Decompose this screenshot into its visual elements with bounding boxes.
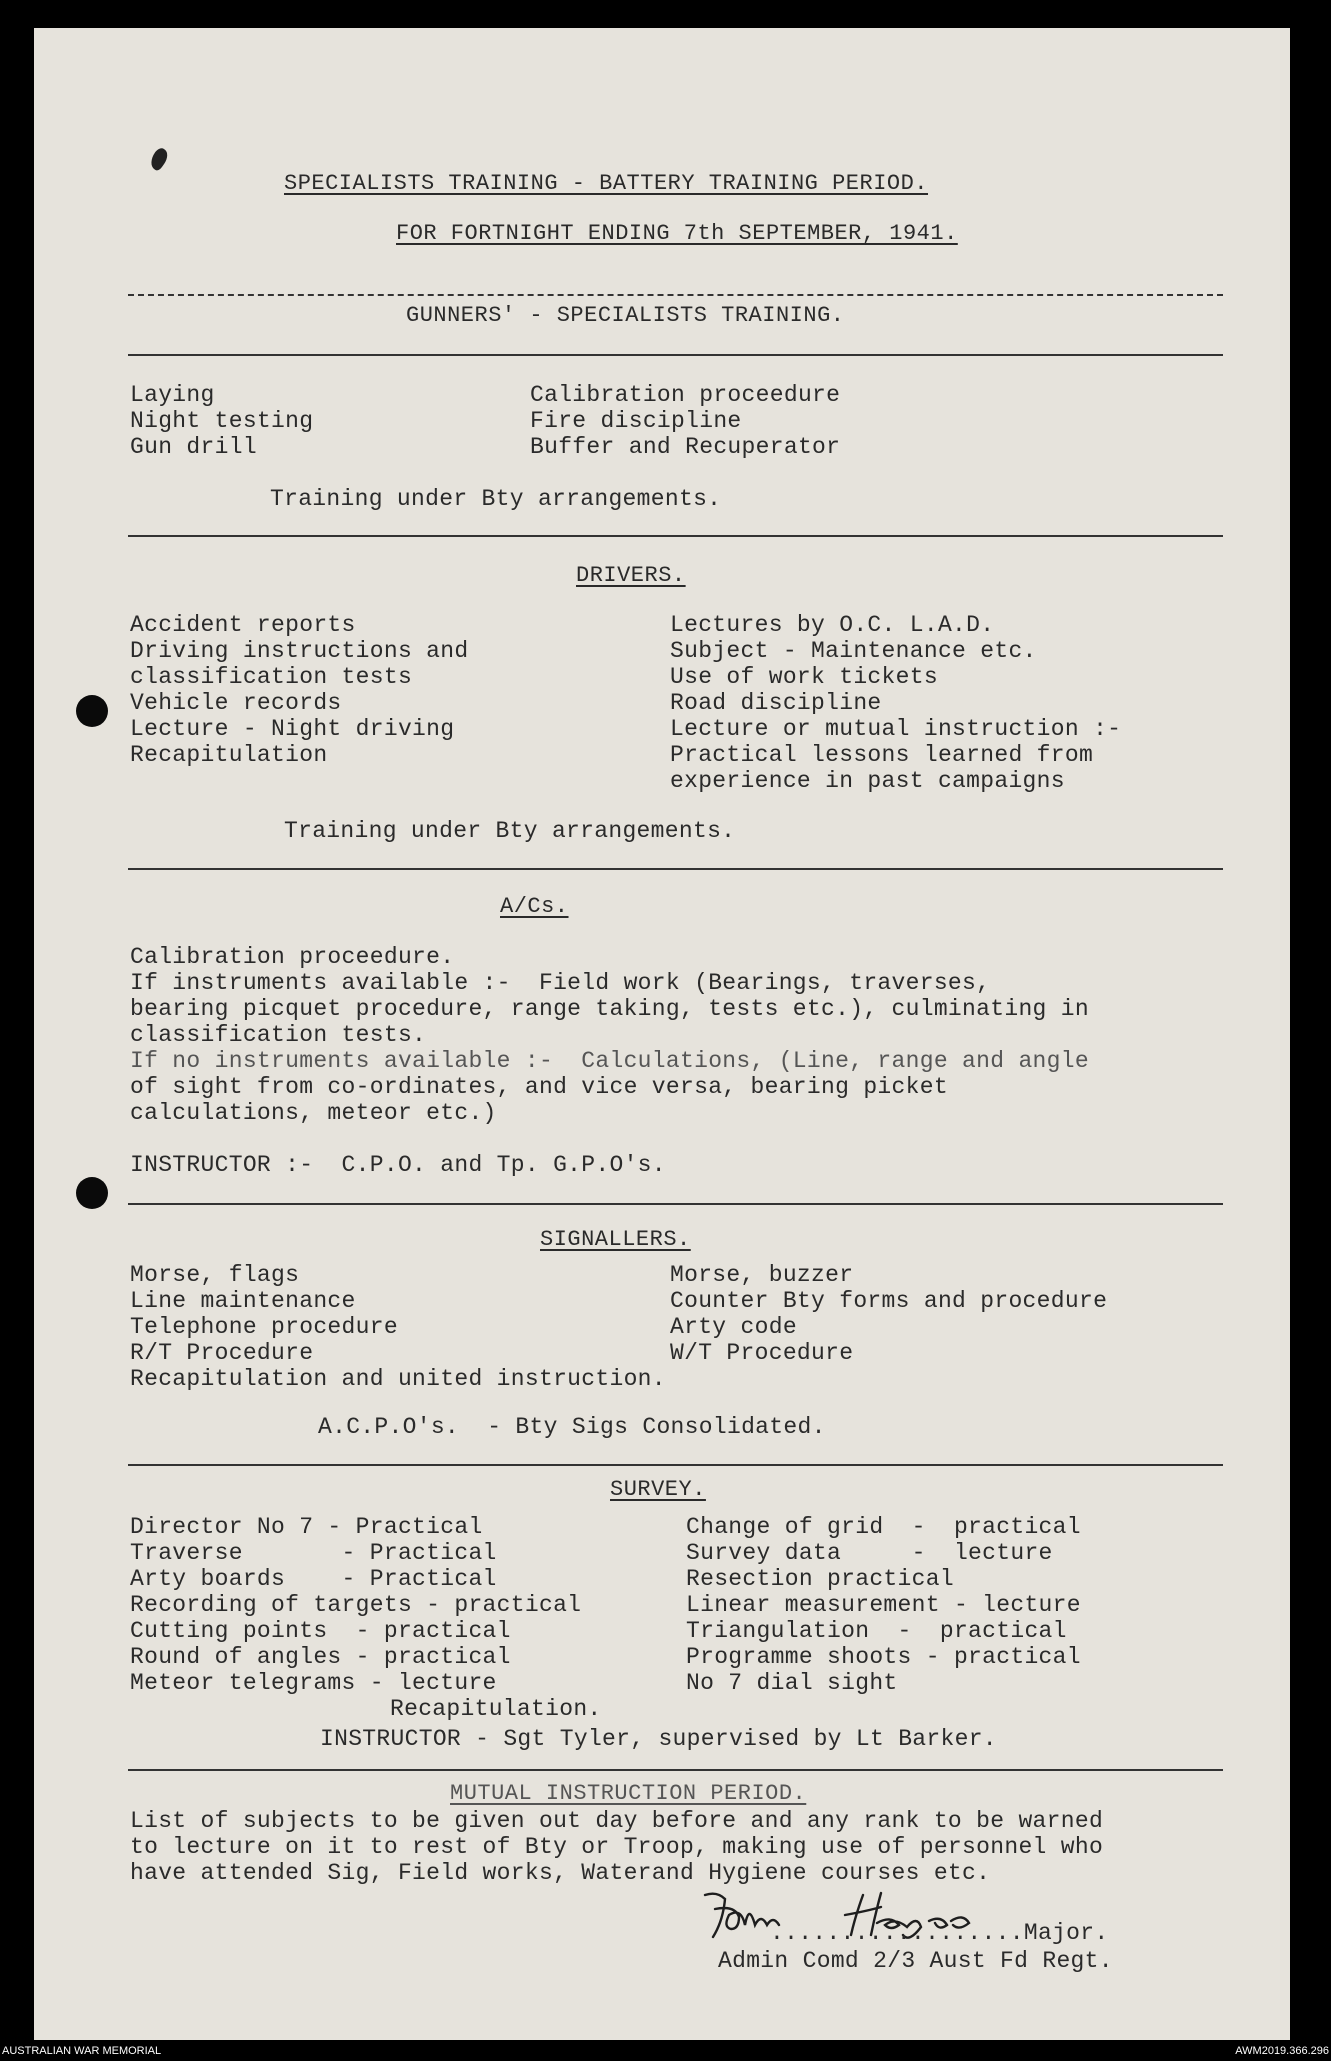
drivers-left-item: Vehicle records [130,690,342,716]
acs-line: bearing picquet procedure, range taking, tests etc.), culminating in [130,996,1089,1022]
survey-right-item: Triangulation - practical [686,1618,1067,1644]
drivers-right-item: Use of work tickets [670,664,938,690]
divider [128,294,1223,296]
signallers-note: A.C.P.O's. - Bty Sigs Consolidated. [318,1414,826,1440]
signatory-title: Admin Comd 2/3 Aust Fd Regt. [718,1948,1113,1974]
acs-line: If instruments available :- Field work (Bearings, traverses, [130,970,991,996]
section-heading-drivers: DRIVERS. [576,563,686,588]
survey-left-item: Meteor telegrams - lecture [130,1670,497,1696]
survey-left-item: Recording of targets - practical [130,1592,582,1618]
gunners-left-item: Laying [130,382,215,408]
signallers-extra: Recapitulation and united instruction. [130,1366,666,1392]
signallers-left-item: Line maintenance [130,1288,356,1314]
divider [128,354,1223,356]
divider [128,1464,1223,1466]
section-heading-acs: A/Cs. [500,894,569,919]
survey-right-item: Change of grid - practical [686,1514,1081,1540]
drivers-right-item: Practical lessons learned from [670,742,1094,768]
document-subtitle: FOR FORTNIGHT ENDING 7th SEPTEMBER, 1941. [396,221,958,246]
survey-right-item: Resection practical [686,1566,954,1592]
signallers-right-item: W/T Procedure [670,1340,854,1366]
drivers-right-item: experience in past campaigns [670,768,1065,794]
survey-left-item: Round of angles - practical [130,1644,511,1670]
drivers-right-item: Subject - Maintenance etc. [670,638,1037,664]
gunners-right-item: Fire discipline [530,408,742,434]
section-heading-gunners: GUNNERS' - SPECIALISTS TRAINING. [406,303,845,328]
gunners-right-item: Calibration proceedure [530,382,841,408]
drivers-left-item: classification tests [130,664,413,690]
divider [128,1769,1223,1771]
acs-line: If no instruments available :- Calculations, (Line, range and angle [130,1048,1089,1074]
signallers-right-item: Counter Bty forms and procedure [670,1288,1108,1314]
drivers-right-item: Road discipline [670,690,882,716]
divider [128,1203,1223,1205]
mutual-line: List of subjects to be given out day before and any rank to be warned [130,1808,1104,1834]
gunners-right-item: Buffer and Recuperator [530,434,841,460]
section-heading-survey: SURVEY. [610,1477,706,1502]
mutual-line: have attended Sig, Field works, Waterand Hygiene courses etc. [130,1860,991,1886]
survey-right-item: No 7 dial sight [686,1670,898,1696]
signallers-left-item: Morse, flags [130,1262,300,1288]
drivers-note: Training under Bty arrangements. [284,818,736,844]
survey-right-item: Programme shoots - practical [686,1644,1081,1670]
survey-extra: Recapitulation. [390,1696,602,1722]
divider [128,868,1223,870]
survey-right-item: Survey data - lecture [686,1540,1053,1566]
survey-left-item: Arty boards - Practical [130,1566,497,1592]
section-heading-signallers: SIGNALLERS. [540,1227,691,1252]
signallers-right-item: Morse, buzzer [670,1262,854,1288]
footer-institution: AUSTRALIAN WAR MEMORIAL [2,2045,162,2057]
gunners-note: Training under Bty arrangements. [270,486,722,512]
punch-hole-bottom [76,1177,108,1209]
mutual-line: to lecture on it to rest of Bty or Troop, making use of personnel who [130,1834,1104,1860]
signallers-right-item: Arty code [670,1314,797,1340]
footer-accession-number: AWM2019.366.296 [1235,2045,1329,2057]
gunners-left-item: Night testing [130,408,314,434]
drivers-right-item: Lecture or mutual instruction :- [670,716,1122,742]
acs-line: calculations, meteor etc.) [130,1100,497,1126]
drivers-left-item: Lecture - Night driving [130,716,455,742]
acs-line: of sight from co-ordinates, and vice versa, bearing picket [130,1074,948,1100]
survey-left-item: Cutting points - practical [130,1618,511,1644]
survey-left-item: Director No 7 - Practical [130,1514,483,1540]
punch-hole-top [76,695,108,727]
signallers-left-item: R/T Procedure [130,1340,314,1366]
signature-line: ..................Major. [770,1920,1109,1946]
section-heading-mutual: MUTUAL INSTRUCTION PERIOD. [450,1781,807,1806]
drivers-right-item: Lectures by O.C. L.A.D. [670,612,995,638]
survey-right-item: Linear measurement - lecture [686,1592,1081,1618]
divider [128,535,1223,537]
signallers-left-item: Telephone procedure [130,1314,398,1340]
drivers-left-item: Driving instructions and [130,638,469,664]
drivers-left-item: Accident reports [130,612,356,638]
gunners-left-item: Gun drill [130,434,257,460]
survey-instructor: INSTRUCTOR - Sgt Tyler, supervised by Lt Barker. [320,1726,997,1752]
acs-line: Calibration proceedure. [130,944,455,970]
acs-instructor: INSTRUCTOR :- C.P.O. and Tp. G.P.O's. [130,1152,666,1178]
drivers-left-item: Recapitulation [130,742,328,768]
acs-line: classification tests. [130,1022,427,1048]
survey-left-item: Traverse - Practical [130,1540,497,1566]
document-title: SPECIALISTS TRAINING - BATTERY TRAINING PERIOD. [284,171,929,196]
